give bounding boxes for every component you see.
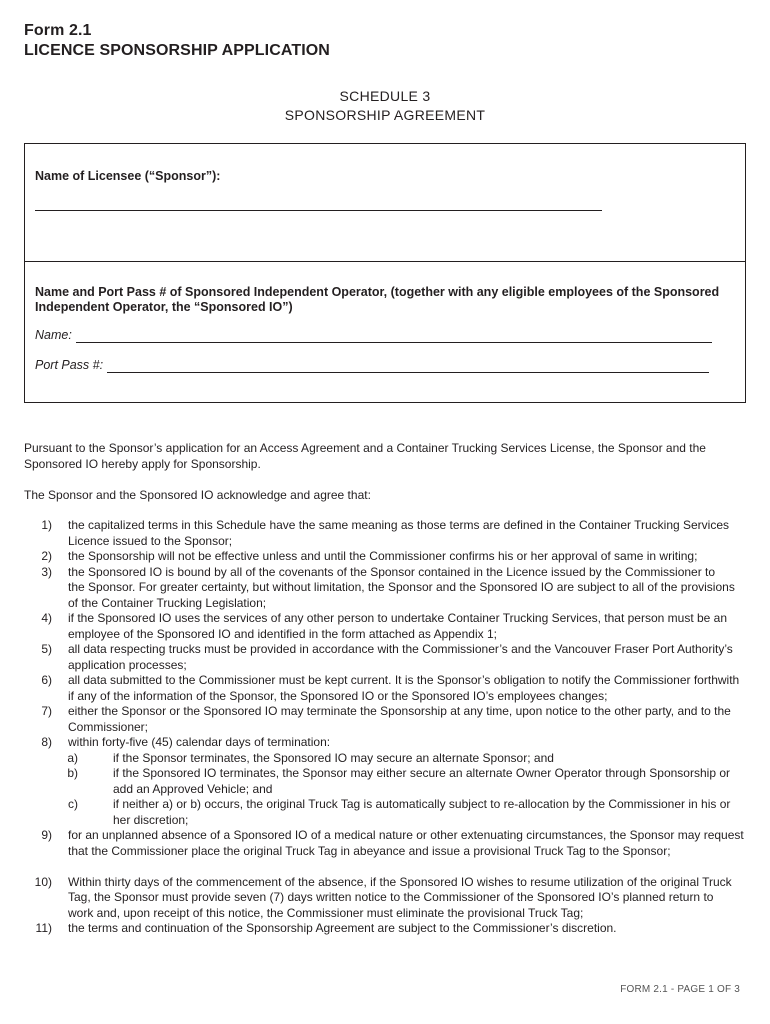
sub_items-text-line: if the Sponsor terminates, the Sponsored IO may secure an alternate Sponsor; and [113,750,554,765]
items-text-line: the Sponsor. For greater certainty, but without limitation, the Sponsor and the Sponsored IO are subject to all of the provisions [68,580,735,594]
items-text-line: Licence issued to the Sponsor; [68,533,233,548]
items-number: 5) [41,642,52,656]
items-number: 8) [41,735,52,749]
items-text-line: Commissioner; [68,719,149,734]
schedule-number: SCHEDULE 3 [339,88,431,104]
items-text-line: if any of the information of the Sponsor, the Sponsored IO or the Sponsored IO’s employees changes; [68,688,608,703]
sub_items-number: b) [67,766,78,780]
items-text-line: all data respecting trucks must be provided in accordance with the Commissioner’s and the Vancouver Fraser Port Authority’s [68,642,733,656]
items_after-number: 10) [34,874,52,889]
io-name-field[interactable] [76,342,712,343]
items_after-text-line: Within thirty days of the commencement of the absence, if the Sponsored IO wishes to resume utilization of the original Truck [68,874,732,889]
form-number: Form 2.1 [24,22,92,39]
items-text-line: within forty-five (45) calendar days of termination: [68,735,331,749]
items-number: 2) [41,549,52,563]
items-number: 4) [41,611,52,625]
sub_items-number: a) [67,750,78,765]
items-text-line: all data submitted to the Commissioner must be kept current. It is the Sponsor’s obligation to notify the Commissioner forthwith [68,673,740,687]
sponsored-io-label-line2: Independent Operator, the “Sponsored IO”) [35,300,293,314]
port-pass-label: Port Pass #: [35,358,104,372]
items-text-line: the Sponsored IO is bound by all of the covenants of the Sponsor contained in the Licence issued by the Commissioner to [68,564,716,579]
items-text-line: the capitalized terms in this Schedule have the same meaning as those terms are defined in the Container Trucking Services [68,518,730,532]
items-text-line: of the Container Trucking Legislation; [68,595,267,610]
intro-line1: Pursuant to the Sponsor’s application for an Access Agreement and a Container Trucking Services License, the Sponsor and the [24,441,706,455]
sub_items-text-line: add an Approved Vehicle; and [113,781,273,796]
port-pass-field[interactable] [107,372,709,373]
items_after-text-line: the terms and continuation of the Sponsorship Agreement are subject to the Commissioner’s discretion. [68,921,617,935]
items-number: 3) [41,564,52,579]
intro-line2: Sponsored IO hereby apply for Sponsorship. [24,457,261,471]
sub_items-text-line: her discretion; [113,812,189,827]
acknowledge-text: The Sponsor and the Sponsored IO acknowledge and agree that: [24,488,371,502]
items_after-text-line: for an unplanned absence of a Sponsored IO of a medical nature or other extenuating circumstances, the Sponsor may request [68,828,744,842]
items_after-text-line: Tag, the Sponsor must provide seven (7) days written notice to the Commissioner of the Sponsored IO’s planned return to [68,890,714,904]
io-name-label: Name: [35,328,72,342]
sponsored-io-box [24,261,746,403]
items-text-line: application processes; [68,657,187,672]
sub_items-text-line: if neither a) or b) occurs, the original Truck Tag is automatically subject to re-allocation by the Commissioner in his or [113,797,731,811]
items_after-text-line: work and, upon receipt of this notice, the Commissioner must eliminate the provisional Truck Tag; [68,905,584,920]
schedule-title: SPONSORSHIP AGREEMENT [284,107,486,123]
items-number: 6) [41,673,52,687]
page-footer: FORM 2.1 - PAGE 1 OF 3 [620,984,740,995]
form-title: LICENCE SPONSORSHIP APPLICATION [24,42,330,59]
items-text-line: if the Sponsored IO uses the services of any other person to undertake Container Trucking Services, that person must be an [68,611,728,625]
items_after-number: 11) [35,921,52,935]
items-text-line: the Sponsorship will not be effective unless and until the Commissioner confirms his or her approval of same in writing; [68,549,698,563]
items-text-line: employee of the Sponsored IO and identified in the form attached as Appendix 1; [68,626,497,641]
items-number: 1) [41,518,52,532]
sponsor-name-field[interactable] [35,210,602,211]
items_after-text-line: that the Commissioner place the original Truck Tag in abeyance and issue a provisional Truck Tag to the Sponsor; [68,843,671,858]
sponsor-label: Name of Licensee (“Sponsor”): [35,169,221,183]
sub_items-text-line: if the Sponsored IO terminates, the Sponsor may either secure an alternate Owner Operator through Sponsorship or [113,766,730,780]
sponsor-box [24,143,746,262]
items-number: 7) [41,704,52,718]
sub_items-number: c) [68,797,78,811]
sponsored-io-label-line1: Name and Port Pass # of Sponsored Independent Operator, (together with any eligible employees of the Sponsored [35,285,720,299]
items-text-line: either the Sponsor or the Sponsored IO may terminate the Sponsorship at any time, upon notice to the other party, and to the [68,704,731,718]
items_after-number: 9) [41,828,52,842]
